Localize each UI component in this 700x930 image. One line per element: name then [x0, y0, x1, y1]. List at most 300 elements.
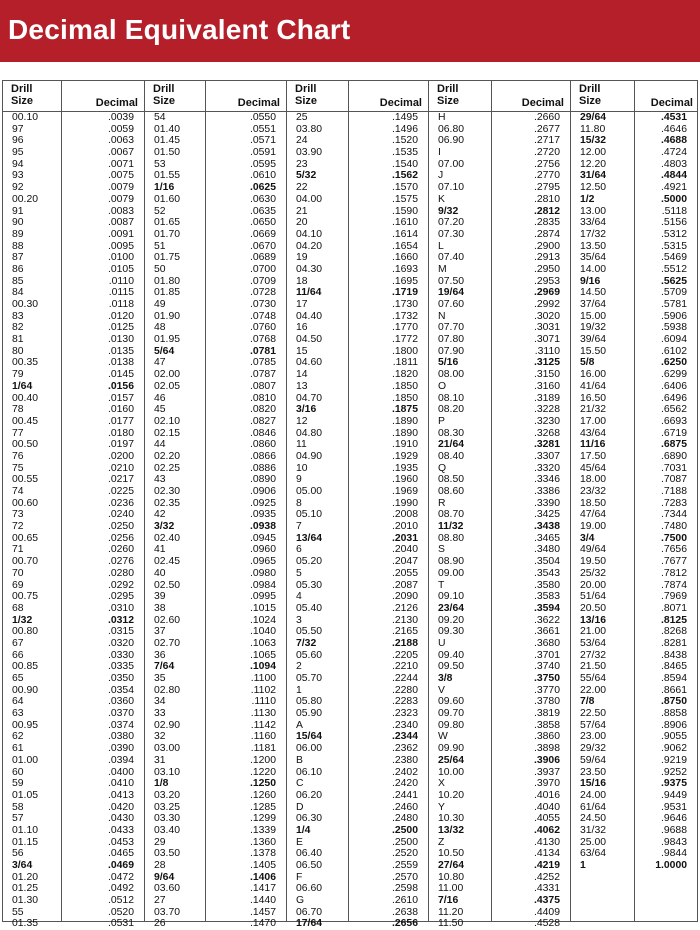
drill-size-cell: 05.70	[296, 673, 323, 684]
decimal-cell: .4130	[533, 836, 560, 848]
drill-size-cell: 18.50	[580, 497, 607, 509]
drill-size-cell: 09.30	[438, 626, 465, 638]
drill-size-cell: 13/64	[296, 532, 323, 544]
decimal-cell: .9844	[660, 848, 687, 860]
decimal-cell: .0100	[107, 252, 134, 264]
drill-size-cell: 21	[296, 205, 308, 217]
table-row	[3, 708, 144, 720]
drill-size-cell: 4	[296, 591, 302, 603]
table-row	[571, 416, 697, 428]
drill-size-cell: 29/64	[580, 112, 607, 123]
table-row	[3, 615, 144, 627]
drill-size-cell: 00.75	[12, 591, 39, 603]
drill-size-cell: 20.00	[580, 579, 607, 591]
decimal-cell: .2500	[391, 824, 418, 836]
decimal-cell: .7188	[660, 486, 687, 497]
drill-size-cell: 14.00	[580, 263, 607, 275]
drill-size-cell: 1/8	[154, 778, 169, 790]
table-row	[287, 229, 428, 241]
drill-size-cell: 25/64	[438, 754, 465, 766]
decimal-cell: .0210	[107, 462, 134, 474]
table-row	[571, 720, 697, 732]
table-row	[145, 276, 286, 288]
decimal-cell: .3906	[533, 754, 560, 766]
drill-size-cell: 01.60	[154, 193, 181, 205]
drill-size-cell: 8	[296, 497, 302, 509]
table-row	[3, 533, 144, 545]
drill-size-cell: 48	[154, 322, 166, 334]
decimal-cell: .0670	[249, 240, 276, 252]
table-row	[571, 334, 697, 346]
table-row	[571, 311, 697, 323]
drill-size-cell: 07.90	[438, 345, 465, 357]
table-row	[429, 322, 570, 334]
table-row	[571, 182, 697, 194]
decimal-cell: .5709	[660, 287, 687, 299]
rows-group-2	[145, 112, 286, 930]
table-row	[145, 638, 286, 650]
table-row	[287, 650, 428, 662]
decimal-cell: .2480	[391, 813, 418, 825]
decimal-cell: .0610	[249, 170, 276, 182]
decimal-cell: .0700	[249, 263, 276, 275]
table-row	[429, 907, 570, 919]
table-row	[145, 918, 286, 930]
table-row	[3, 241, 144, 253]
decimal-cell: .2500	[391, 836, 418, 848]
drill-size-cell: 05.60	[296, 649, 323, 661]
table-row	[145, 369, 286, 381]
drill-size-cell: 33/64	[580, 217, 607, 229]
decimal-cell: .1562	[391, 170, 418, 182]
decimal-cell: .4062	[533, 824, 560, 836]
decimal-cell: .0079	[107, 182, 134, 194]
decimal-cell: .2441	[391, 789, 418, 801]
decimal-cell: .2380	[391, 754, 418, 766]
drill-size-cell: 93	[12, 170, 24, 182]
drill-size-cell: 09.80	[438, 719, 465, 731]
drill-size-cell: 00.70	[12, 556, 39, 568]
decimal-cell: .0120	[107, 310, 134, 322]
table-row	[3, 895, 144, 907]
decimal-cell: .0110	[108, 275, 134, 287]
drill-size-cell: 08.50	[438, 474, 465, 486]
table-row	[3, 369, 144, 381]
decimal-cell: .0453	[107, 836, 134, 848]
drill-size-cell: 11.50	[438, 918, 464, 930]
decimal-cell: .9219	[660, 754, 687, 766]
drill-size-cell: 5/16	[438, 357, 459, 369]
decimal-cell: .7874	[660, 579, 687, 591]
table-row	[429, 521, 570, 533]
decimal-cell: .0315	[107, 626, 134, 638]
decimal-cell: .8750	[660, 696, 687, 708]
table-row	[571, 206, 697, 218]
drill-size-cell: 5/32	[296, 170, 317, 182]
decimal-cell: .4921	[660, 182, 687, 194]
table-row	[287, 720, 428, 732]
table-row	[287, 778, 428, 790]
decimal-cell: .1732	[391, 310, 418, 322]
drill-size-cell: 05.30	[296, 579, 323, 591]
column-group-1	[3, 81, 144, 930]
decimal-cell: .1470	[249, 918, 276, 930]
drill-size-cell: 01.05	[12, 789, 39, 801]
decimal-cell: .4409	[533, 906, 560, 918]
table-row	[429, 311, 570, 323]
decimal-cell: .0472	[107, 871, 134, 883]
drill-size-cell: 1	[580, 860, 586, 871]
drill-size-cell: 12.20	[580, 158, 607, 170]
decimal-cell: .8071	[660, 602, 687, 614]
decimal-cell: .0118	[108, 299, 134, 310]
drill-size-cell: 23/32	[580, 486, 607, 497]
decimal-cell: .0360	[107, 696, 134, 708]
drill-size-cell: 38	[154, 602, 166, 614]
drill-size-cell: 25/32	[580, 567, 607, 579]
drill-size-cell: 12	[296, 415, 308, 427]
drill-size-cell: 43	[154, 474, 166, 486]
decimal-cell: .0225	[107, 486, 134, 497]
table-row	[287, 147, 428, 159]
decimal-cell: .1457	[249, 906, 276, 918]
drill-size-cell: 41/64	[580, 380, 607, 392]
drill-size-cell: Q	[438, 462, 447, 474]
table-row	[287, 568, 428, 580]
table-row	[287, 556, 428, 568]
decimal-cell: .2130	[391, 614, 418, 626]
decimal-cell: .5469	[660, 252, 687, 264]
decimal-cell: .0960	[249, 544, 276, 556]
table-row	[145, 463, 286, 475]
table-row	[3, 194, 144, 206]
table-row	[429, 451, 570, 463]
decimal-cell: .0390	[107, 743, 134, 755]
drill-size-cell: 13	[296, 380, 308, 392]
table-row	[429, 837, 570, 849]
column-header	[3, 81, 144, 112]
table-row	[287, 182, 428, 194]
drill-size-cell: 72	[12, 521, 24, 533]
table-row	[287, 591, 428, 603]
drill-size-cell: 57/64	[580, 719, 607, 731]
table-row	[287, 533, 428, 545]
rows-group-5	[571, 112, 697, 872]
decimal-cell: .3268	[533, 427, 560, 439]
table-row	[429, 813, 570, 825]
table-row	[571, 393, 697, 405]
table-row	[287, 837, 428, 849]
drill-size-cell: 10.20	[438, 789, 465, 801]
decimal-cell: .0105	[107, 263, 134, 275]
drill-size-cell: H	[438, 112, 446, 123]
drill-size-cell: 07.30	[438, 228, 465, 240]
table-row	[3, 206, 144, 218]
drill-size-cell: 05.00	[296, 486, 323, 497]
decimal-cell: .2210	[391, 661, 418, 673]
decimal-cell: .0465	[107, 848, 134, 860]
drill-size-cell: 01.00	[12, 754, 39, 766]
table-row	[145, 357, 286, 369]
table-row	[287, 638, 428, 650]
table-row	[571, 439, 697, 451]
drill-size-cell: 3/4	[580, 532, 595, 544]
drill-size-cell: 10.50	[438, 848, 465, 860]
table-row	[3, 486, 144, 498]
table-row	[3, 907, 144, 919]
table-row	[3, 381, 144, 393]
decimal-cell: .0059	[107, 123, 134, 135]
table-row	[145, 825, 286, 837]
drill-size-cell: 02.00	[154, 369, 181, 381]
table-row	[287, 661, 428, 673]
decimal-cell: .2340	[391, 719, 418, 731]
table-row	[571, 837, 697, 849]
table-row	[287, 848, 428, 860]
decimal-cell: .1730	[391, 299, 418, 310]
table-row	[3, 872, 144, 884]
drill-size-cell: 1/2	[580, 193, 595, 205]
table-row	[287, 790, 428, 802]
drill-size-cell: 05.90	[296, 708, 323, 720]
decimal-cell: .1110	[251, 696, 276, 708]
table-row	[429, 217, 570, 229]
decimal-cell: .0846	[249, 427, 276, 439]
column-header	[429, 81, 570, 112]
decimal-cell: .1220	[249, 766, 276, 778]
decimal-cell: .1378	[249, 848, 276, 860]
table-row	[287, 615, 428, 627]
decimal-cell: .6693	[660, 415, 687, 427]
page-title: Decimal Equivalent Chart	[8, 14, 351, 45]
table-row	[287, 252, 428, 264]
decimal-cell: .1406	[249, 871, 276, 883]
table-row	[571, 580, 697, 592]
table-row	[145, 872, 286, 884]
decimal-cell: .8125	[660, 614, 687, 626]
decimal-cell: .1130	[250, 708, 276, 720]
decimal-cell: .2420	[391, 778, 418, 790]
drill-size-cell: 22.00	[580, 684, 607, 696]
decimal-cell: .2040	[391, 544, 418, 556]
decimal-cell: .1820	[391, 369, 418, 381]
decimal-cell: .0571	[249, 135, 276, 147]
table-row	[287, 112, 428, 124]
table-row	[429, 696, 570, 708]
table-row	[145, 521, 286, 533]
decimal-cell: .0200	[107, 450, 134, 462]
drill-size-cell: 04.90	[296, 450, 323, 462]
table-row	[145, 568, 286, 580]
decimal-cell: .4803	[660, 158, 687, 170]
table-row	[287, 299, 428, 311]
drill-size-cell: 03.70	[154, 906, 181, 918]
drill-size-cell: 06.10	[296, 766, 323, 778]
column-group-4	[428, 81, 570, 930]
decimal-cell: .1575	[391, 193, 418, 205]
table-row	[145, 334, 286, 346]
table-row	[429, 895, 570, 907]
drill-size-cell: 09.10	[438, 591, 465, 603]
table-row	[571, 369, 697, 381]
decimal-cell: .3680	[533, 637, 560, 649]
table-row	[287, 895, 428, 907]
table-row	[429, 229, 570, 241]
drill-size-cell: 46	[154, 392, 166, 404]
drill-size-cell: 21/32	[580, 404, 607, 416]
drill-size-cell: 03.00	[154, 743, 181, 755]
decimal-cell: .2031	[391, 532, 418, 544]
drill-size-cell: F	[296, 871, 303, 883]
drill-size-cell: 60	[12, 766, 24, 778]
drill-size-cell: 45	[154, 404, 166, 416]
drill-size-cell: 43/64	[580, 427, 607, 439]
drill-size-cell: 96	[12, 135, 24, 147]
drill-size-cell: 1/32	[12, 614, 33, 626]
drill-size-cell: D	[296, 801, 304, 813]
table-row	[287, 743, 428, 755]
decimal-cell: .1660	[391, 252, 418, 264]
decimal-cell: .1990	[391, 497, 418, 509]
decimal-cell: .4531	[660, 112, 687, 123]
decimal-cell: .0925	[249, 497, 276, 509]
table-row	[3, 170, 144, 182]
table-row	[287, 802, 428, 814]
drill-size-cell: 21.00	[580, 626, 607, 638]
drill-size-cell: 47/64	[580, 509, 607, 521]
drill-size-cell: 10	[296, 462, 308, 474]
drill-size-cell: 00.40	[12, 392, 39, 404]
drill-size-cell: 09.90	[438, 743, 465, 755]
rows-group-3	[287, 112, 428, 930]
table-row	[287, 241, 428, 253]
table-row	[429, 580, 570, 592]
drill-size-cell: 07.50	[438, 275, 465, 287]
drill-size-cell: 27	[154, 895, 166, 907]
table-row	[429, 685, 570, 697]
table-row	[3, 591, 144, 603]
drill-size-cell: 34	[154, 696, 166, 708]
drill-size-cell: 87	[12, 252, 24, 264]
drill-size-cell: R	[438, 497, 446, 509]
table-row	[287, 860, 428, 872]
drill-size-cell: 3/16	[296, 404, 317, 416]
drill-size-cell: P	[438, 415, 445, 427]
decimal-cell: .5118	[661, 205, 687, 217]
table-row	[3, 837, 144, 849]
drill-size-cell: 11.00	[438, 883, 464, 895]
table-row	[287, 685, 428, 697]
drill-size-cell: 7/32	[296, 637, 317, 649]
drill-size-cell: 92	[12, 182, 24, 194]
decimal-cell: .0180	[107, 427, 134, 439]
drill-size-cell: 19.00	[580, 521, 607, 533]
decimal-cell: .1065	[249, 649, 276, 661]
table-row	[287, 451, 428, 463]
decimal-cell: .2520	[391, 848, 418, 860]
table-row	[145, 229, 286, 241]
drill-size-cell: 03.80	[296, 123, 323, 135]
decimal-cell: .0748	[249, 310, 276, 322]
table-row	[287, 170, 428, 182]
drill-size-cell: 28	[154, 860, 166, 871]
drill-size-cell: 9	[296, 474, 302, 486]
table-row	[429, 767, 570, 779]
decimal-cell: .1890	[391, 415, 418, 427]
decimal-cell: .0280	[107, 567, 134, 579]
table-row	[429, 147, 570, 159]
drill-size-cell: 53	[154, 158, 166, 170]
drill-size-cell: 61/64	[580, 801, 607, 813]
decimal-cell: .8268	[660, 626, 687, 638]
drill-size-cell: 04.30	[296, 263, 323, 275]
decimal-cell: .2205	[391, 649, 418, 661]
table-row	[145, 147, 286, 159]
table-row	[287, 486, 428, 498]
decimal-cell: .0938	[249, 521, 276, 533]
table-row	[287, 580, 428, 592]
table-row	[429, 626, 570, 638]
decimal-cell: .9843	[660, 836, 687, 848]
decimal-cell: .5156	[660, 217, 687, 229]
decimal-cell: .9062	[660, 743, 687, 755]
decimal-cell: .0156	[107, 380, 134, 392]
decimal-cell: .1285	[249, 801, 276, 813]
decimal-cell: .0866	[249, 450, 276, 462]
drill-size-cell: 67	[12, 637, 24, 649]
decimal-cell: .2280	[391, 684, 418, 696]
drill-size-cell: 63/64	[580, 848, 607, 860]
drill-size-cell: 03.25	[154, 801, 181, 813]
drill-size-cell: 03.90	[296, 147, 323, 159]
drill-size-cell: 9/64	[154, 871, 175, 883]
drill-size-cell: 03.10	[154, 766, 181, 778]
drill-size-cell: 08.20	[438, 404, 465, 416]
decimal-cell: .3307	[533, 450, 560, 462]
decimal-cell: .7480	[660, 521, 687, 533]
decimal-cell: .0635	[249, 205, 276, 217]
decimal-cell: .2913	[533, 252, 560, 264]
drill-size-cell: 85	[12, 275, 24, 287]
decimal-cell: .3150	[533, 369, 560, 381]
table-row	[287, 907, 428, 919]
table-row	[571, 451, 697, 463]
drill-size-cell: L	[438, 240, 444, 252]
table-row	[145, 194, 286, 206]
decimal-cell: .2900	[533, 240, 560, 252]
drill-size-cell: E	[296, 836, 303, 848]
decimal-cell: .0145	[107, 369, 134, 381]
decimal-header: Decimal	[650, 97, 693, 109]
table-row	[429, 252, 570, 264]
decimal-cell: .0595	[249, 158, 276, 170]
drill-size-cell: 06.70	[296, 906, 323, 918]
decimal-cell: .1520	[391, 135, 418, 147]
decimal-cell: .2756	[533, 158, 560, 170]
drill-size-cell: 57	[12, 813, 24, 825]
drill-size-cell: 15/32	[580, 135, 607, 147]
drill-size-cell: 03.20	[154, 789, 181, 801]
table-row	[145, 217, 286, 229]
drill-size-cell: 83	[12, 310, 24, 322]
table-row	[287, 696, 428, 708]
decimal-cell: .4134	[533, 848, 560, 860]
decimal-cell: .7283	[660, 497, 687, 509]
drill-size-cell: 39	[154, 591, 166, 603]
drill-size-cell: 16.50	[580, 392, 607, 404]
decimal-cell: .5906	[660, 310, 687, 322]
table-row	[145, 626, 286, 638]
